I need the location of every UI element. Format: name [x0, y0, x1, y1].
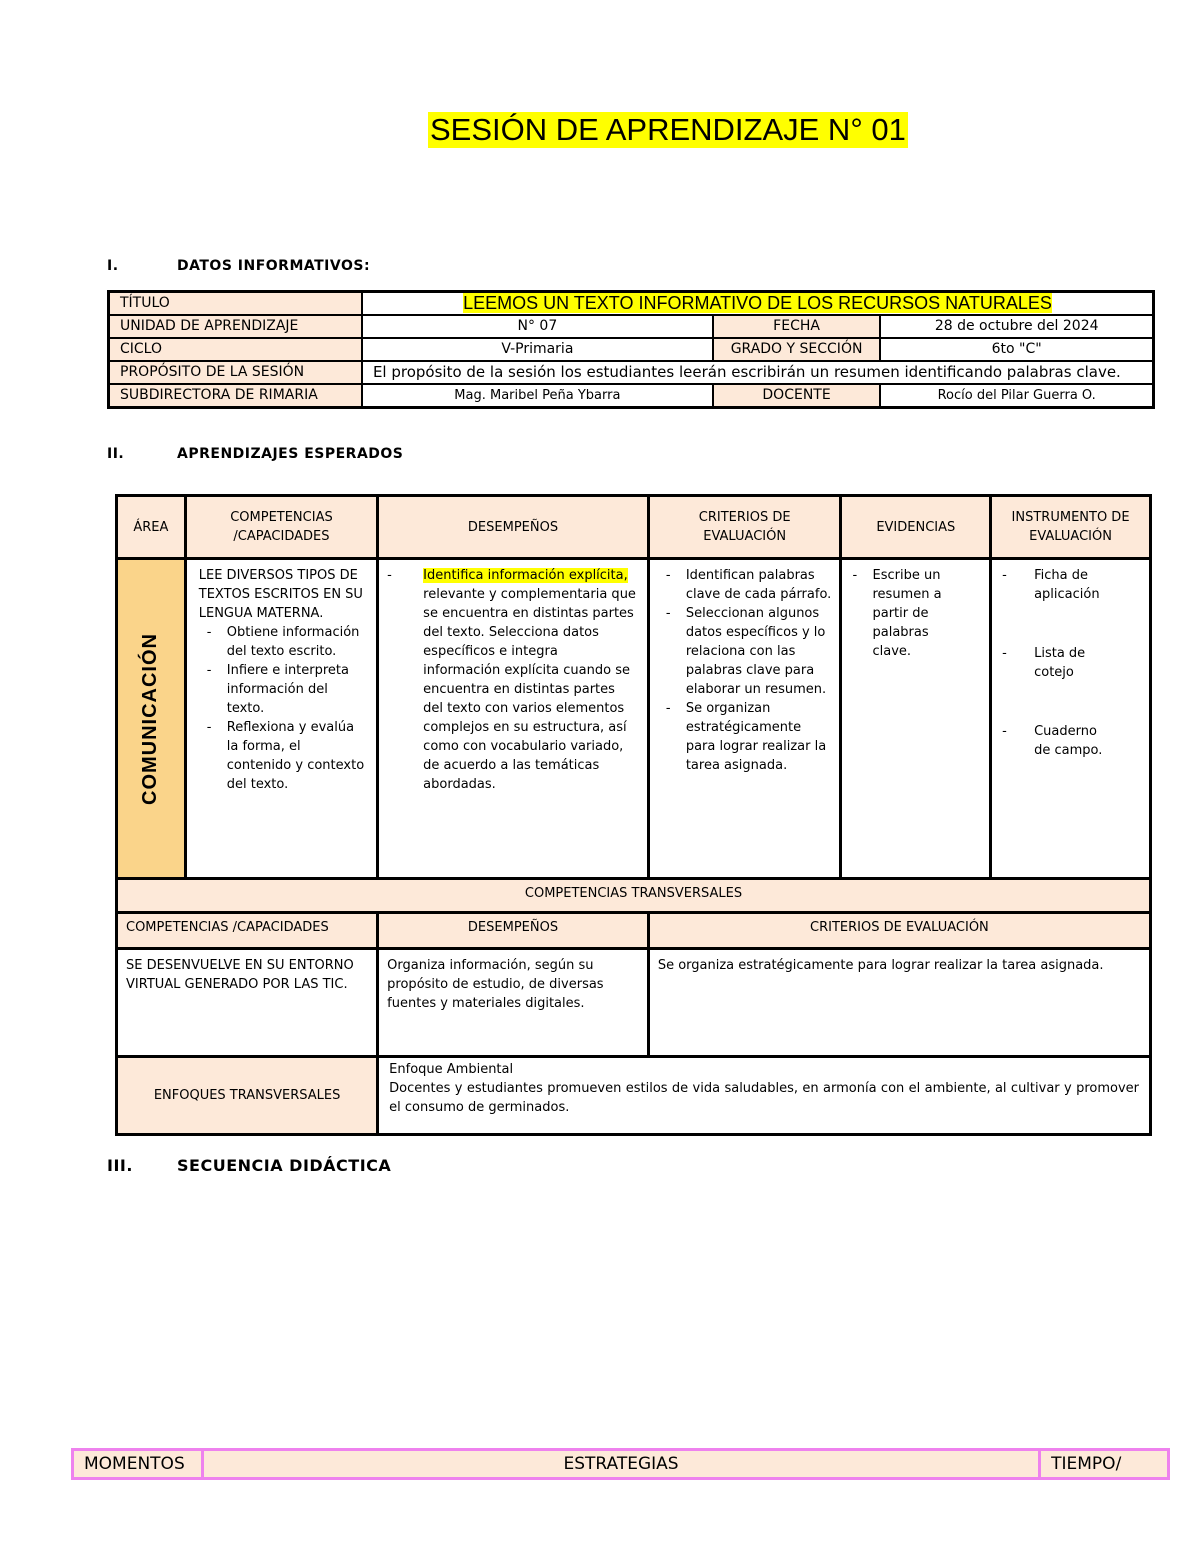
table-row — [109, 338, 1154, 361]
desempeno-text — [387, 566, 639, 794]
header-area: ÁREA — [117, 496, 186, 559]
section-label: DATOS INFORMATIVOS: — [177, 258, 371, 274]
table-row — [117, 1057, 1151, 1135]
evidencias-cell — [841, 559, 991, 879]
list-item: - Cuaderno de campo. — [1000, 722, 1111, 760]
section-label: APRENDIZAJES ESPERADOS — [177, 446, 404, 462]
momentos-header: MOMENTOS — [73, 1450, 203, 1479]
table-row — [117, 496, 1151, 559]
enfoque-cell — [378, 1057, 1151, 1135]
area-cell — [117, 559, 186, 879]
aprendizajes-table — [115, 494, 1152, 1136]
trans-header-desempenos: DESEMPEÑOS — [378, 913, 649, 949]
fecha-label: FECHA — [713, 315, 881, 338]
header-evidencias: EVIDENCIAS — [841, 496, 991, 559]
docente-value: Rocío del Pilar Guerra O. — [880, 384, 1153, 408]
section-heading-secuencia — [107, 1156, 391, 1175]
desempeno-highlight: Identifica información explícita, — [423, 568, 628, 583]
enfoque-title: Enfoque Ambiental — [389, 1062, 514, 1077]
section-heading-aprendizajes — [107, 446, 403, 462]
estrategias-header: ESTRATEGIAS — [202, 1450, 1039, 1479]
ciclo-label: CICLO — [109, 338, 362, 361]
header-instrumento: INSTRUMENTO DE EVALUACIÓN — [991, 496, 1151, 559]
section-number: II. — [107, 446, 125, 462]
list-item: - Reflexiona y evalúa la forma, el contenido y contexto del texto. — [205, 718, 368, 794]
capacidades-list — [195, 623, 368, 794]
competencia-main: LEE DIVERSOS TIPOS DE TEXTOS ESCRITOS EN SU LENGUA MATERNA. — [198, 568, 363, 621]
instrumentos-cell — [991, 559, 1151, 879]
section-number: I. — [107, 258, 119, 274]
titulo-value-cell — [362, 292, 1154, 316]
page-title: SESIÓN DE APRENDIZAJE N° 01 — [430, 112, 906, 147]
section-number: III. — [107, 1156, 133, 1175]
table-row — [109, 315, 1154, 338]
proposito-label: PROPÓSITO DE LA SESIÓN — [109, 361, 362, 384]
list-item: - Lista de cotejo — [1000, 644, 1111, 682]
titulo-value: LEEMOS UN TEXTO INFORMATIVO DE LOS RECURSOS NATURALES — [463, 293, 1052, 313]
competencias-cell — [185, 559, 377, 879]
unidad-label: UNIDAD DE APRENDIZAJE — [109, 315, 362, 338]
trans-header-criterios: CRITERIOS DE EVALUACIÓN — [648, 913, 1150, 949]
table-row — [117, 559, 1151, 879]
list-item: - Ficha de aplicación — [1000, 566, 1111, 604]
desempenos-cell — [378, 559, 649, 879]
list-item: - Identifican palabras clave de cada párrafo. — [664, 566, 832, 604]
list-item: - Se organizan estratégicamente para lograr realizar la tarea asignada. — [664, 699, 832, 775]
transversales-title: COMPETENCIAS TRANSVERSALES — [117, 879, 1151, 913]
table-row — [117, 879, 1151, 913]
subdirectora-label: SUBDIRECTORA DE RIMARIA — [109, 384, 362, 408]
trans-competencia: SE DESENVUELVE EN SU ENTORNO VIRTUAL GENERADO POR LAS TIC. — [117, 949, 378, 1057]
grado-label: GRADO Y SECCIÓN — [713, 338, 881, 361]
fecha-value: 28 de octubre del 2024 — [880, 315, 1153, 338]
secuencia-table — [71, 1448, 1170, 1480]
tiempo-header: TIEMPO/ — [1040, 1450, 1169, 1479]
ciclo-value: V-Primaria — [362, 338, 713, 361]
list-item: - Obtiene información del texto escrito. — [205, 623, 368, 661]
titulo-label: TÍTULO — [109, 292, 362, 316]
table-row — [117, 949, 1151, 1057]
header-competencias: COMPETENCIAS /CAPACIDADES — [185, 496, 377, 559]
table-row — [73, 1450, 1169, 1479]
unidad-value: N° 07 — [362, 315, 713, 338]
table-row — [109, 292, 1154, 316]
enfoques-label: ENFOQUES TRANSVERSALES — [117, 1057, 378, 1135]
list-item: - Seleccionan algunos datos específicos y lo relaciona con las palabras clave para elaborar un resumen. — [664, 604, 832, 699]
desempeno-rest: relevante y complementaria que se encuentra en distintas partes del texto. Selecciona datos específicos e integra información explícita cuando se encuentra en distintas partes del texto con varios elementos complejos en su estructura, así como con vocabulario variado, de acuerdo a las temáticas abordadas. — [423, 587, 636, 792]
table-row — [117, 913, 1151, 949]
trans-criterio: Se organiza estratégicamente para lograr realizar la tarea asignada. — [648, 949, 1150, 1057]
proposito-value: El propósito de la sesión los estudiantes leerán escribirán un resumen identificando palabras clave. — [362, 361, 1154, 384]
area-label: COMUNICACIÓN — [139, 632, 162, 805]
list-item: - Infiere e interpreta información del texto. — [205, 661, 368, 718]
docente-label: DOCENTE — [713, 384, 881, 408]
table-row — [109, 384, 1154, 408]
grado-value: 6to "C" — [880, 338, 1153, 361]
section-label: SECUENCIA DIDÁCTICA — [177, 1156, 392, 1175]
instrumentos-list — [1000, 566, 1141, 760]
trans-desempeno: Organiza información, según su propósito de estudio, de diversas fuentes y materiales digitales. — [378, 949, 649, 1057]
datos-informativos-table — [107, 290, 1155, 409]
dash-marker: - — [387, 568, 392, 583]
subdirectora-value: Mag. Maribel Peña Ybarra — [362, 384, 713, 408]
header-desempenos: DESEMPEÑOS — [378, 496, 649, 559]
list-item: - Escribe un resumen a partir de palabras clave. — [850, 566, 961, 661]
trans-header-competencias: COMPETENCIAS /CAPACIDADES — [117, 913, 378, 949]
header-criterios: CRITERIOS DE EVALUACIÓN — [648, 496, 841, 559]
table-row — [109, 361, 1154, 384]
section-heading-datos — [107, 258, 370, 274]
criterios-list — [664, 566, 832, 775]
enfoque-text: Docentes y estudiantes promueven estilos de vida saludables, en armonía con el ambiente, al cultivar y promover el consumo de germinados. — [389, 1081, 1139, 1115]
criterios-cell — [648, 559, 841, 879]
evidencias-list — [850, 566, 981, 661]
